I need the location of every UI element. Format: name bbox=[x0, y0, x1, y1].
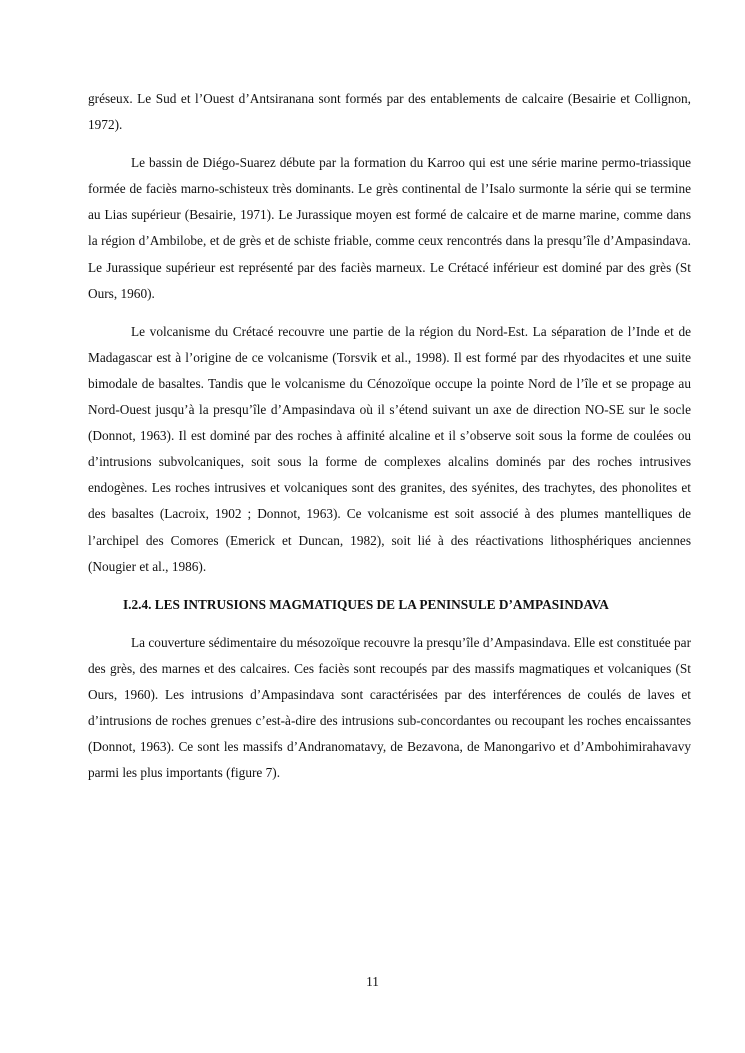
paragraph-diego-suarez-basin: Le bassin de Diégo-Suarez débute par la formation du Karroo qui est une série marine permo-triassique formée de faciès marno-schisteux très dominants. Le grès continental de l’Isalo surmonte la série qui se termine au Lias supérieur (Besairie, 1971). Le Jurassique moyen est formé de calcaire et de marne marine, comme dans la région d’Ambilobe, et de grès et de schiste friable, comme ceux rencontrés dans la presqu’île d’Ampasindava. Le Jurassique supérieur est représenté par des faciès marneux. Le Crétacé inférieur est dominé par des grès (St Ours, 1960). bbox=[88, 155, 691, 301]
paragraph-continuation: gréseux. Le Sud et l’Ouest d’Antsiranana sont formés par des entablements de calcaire (Besairie et Collignon, 1972). bbox=[88, 91, 691, 133]
paragraph-spacer bbox=[88, 138, 691, 150]
paragraph-spacer bbox=[88, 307, 691, 319]
section-heading: I.2.4. LES INTRUSIONS MAGMATIQUES DE LA PENINSULE D’AMPASINDAVA bbox=[123, 596, 609, 612]
paragraph-spacer bbox=[88, 580, 691, 592]
paragraph-cretaceous-volcanism: Le volcanisme du Crétacé recouvre une partie de la région du Nord-Est. La séparation de l’Inde et de Madagascar est à l’origine de ce volcanisme (Torsvik et al., 1998). Il est formé par des rhyodacites et une suite bimodale de basaltes. Tandis que le volcanisme du Cénozoïque occupe la pointe Nord de l’île et se propage au Nord-Ouest jusqu’à la presqu’île d’Ampasindava où il s’étend suivant un axe de direction NO-SE sur le socle (Donnot, 1963). Il est dominé par des roches à affinité alcaline et il s’observe soit sous la forme de coulées ou d’intrusions subvolcaniques, soit sous la forme de complexes alcalins dominés par des roches intrusives endogènes. Les roches intrusives et volcaniques sont des granites, des syénites, des trachytes, des phonolites et des basaltes (Lacroix, 1902 ; Donnot, 1963). Ce volcanisme est soit associé à des plumes mantelliques de l’archipel des Comores (Emerick et Duncan, 1982), soit lié à des réactivations lithosphériques anciennes (Nougier et al., 1986). bbox=[88, 323, 691, 574]
page-number: 11 bbox=[366, 974, 379, 989]
page-body bbox=[88, 86, 691, 786]
heading-spacer bbox=[88, 618, 691, 630]
paragraph-ampasindava-intrusions: La couverture sédimentaire du mésozoïque recouvre la presqu’île d’Ampasindava. Elle est constituée par des grès, des marnes et des calcaires. Ces faciès sont recoupés par des massifs magmatiques et volcaniques (St Ours, 1960). Les intrusions d’Ampasindava sont caractérisées par des interférences de coulés de laves et d’intrusions de roches grenues c’est-à-dire des intrusions sub-concordantes ou recoupant les roches encaissantes (Donnot, 1963). Ce sont les massifs d’Andranomatavy, de Bezavona, de Manongarivo et d’Ambohimirahavavy parmi les plus importants (figure 7). bbox=[88, 634, 691, 781]
